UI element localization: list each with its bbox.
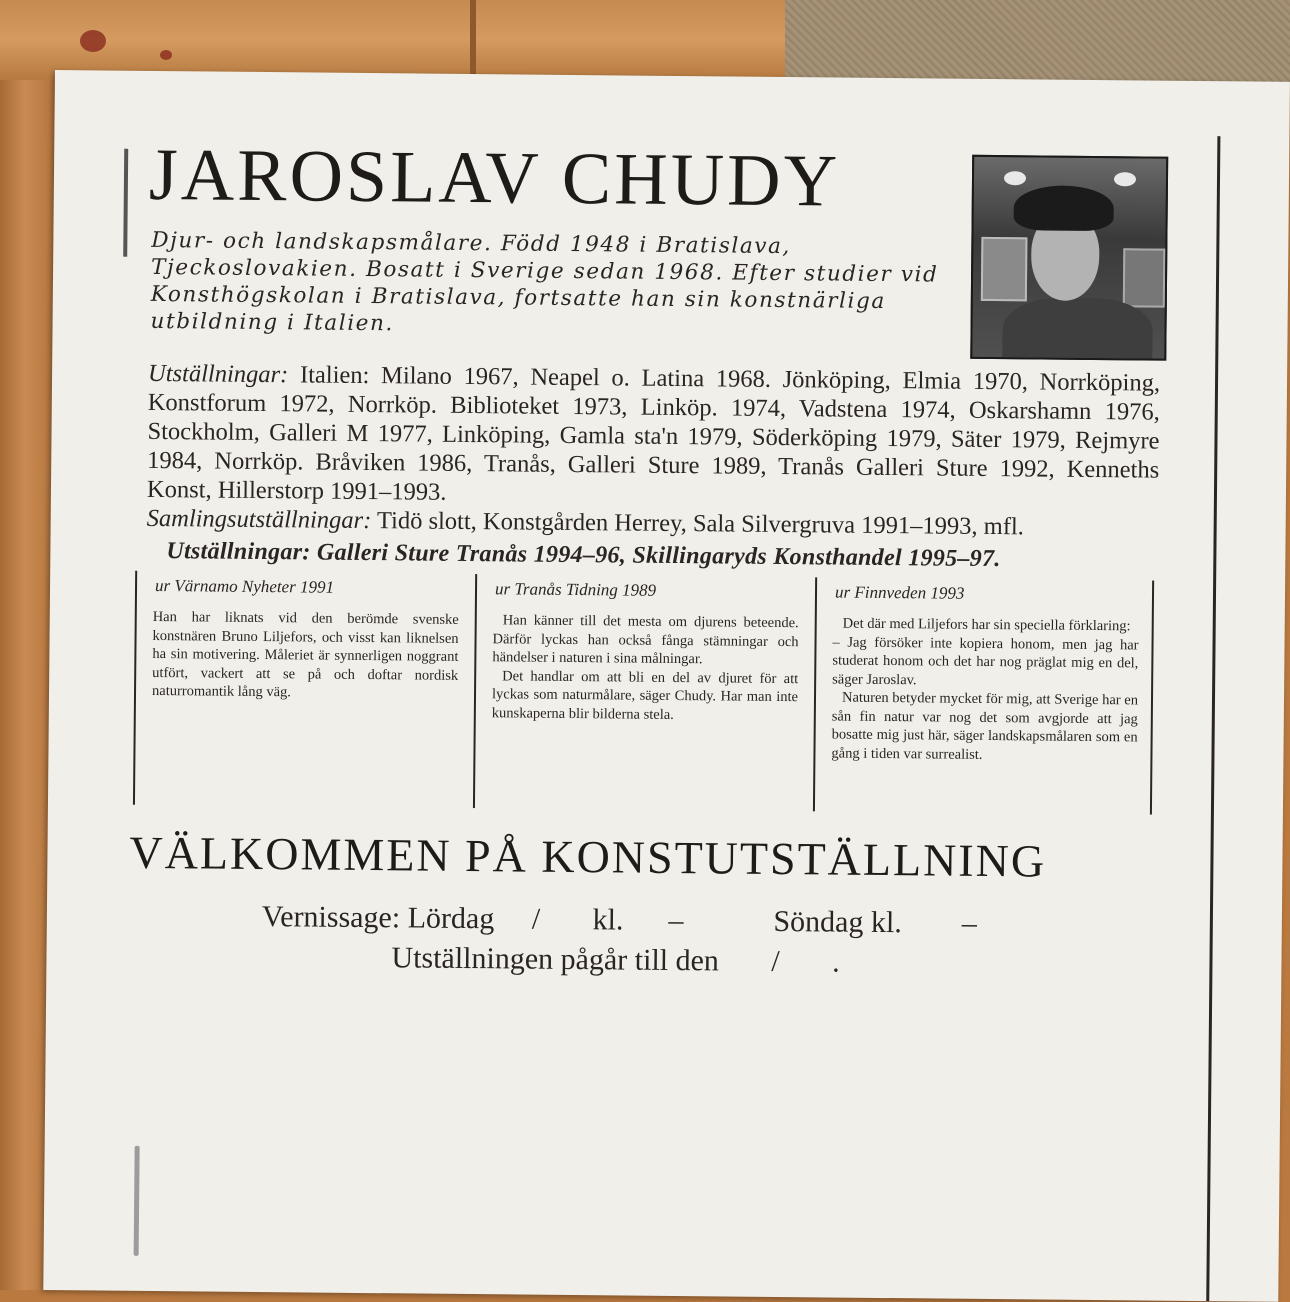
quote-paragraph: Naturen betyder mycket för mig, att Sverige har en sån fin natur var nog det som avgjorde att jag bosatte mig just här, säger landskapsmålaren som en gång i tiden var surrealist. [831,689,1139,763]
collective-exhibitions-text: Tidö slott, Konstgården Herrey, Sala Silvergruva 1991–1993, mfl. [376,507,1025,541]
quote-column-3 [813,577,1154,814]
artist-name-title: JAROSLAV CHUDY [148,133,841,223]
welcome-heading: VÄLKOMMEN PÅ KONSTUTSTÄLLNING [129,826,1047,887]
collective-exhibitions-label: Samlingsutställningar: [146,504,372,535]
exhibitions-list [147,359,1161,543]
quote-source: ur Finnveden 1993 [834,582,965,603]
quote-paragraph: Det där med Liljefors har sin speciella förklaring: [842,615,1131,635]
exhibitions-text: Italien: Milano 1967, Neapel o. Latina 1968. Jönköping, Elmia 1970, Norrköping, Konstforum 1972, Norrköp. Biblioteket 1973, Linköp. 1974, Vadstena 1974, Oskarshamn 1976, Stockholm, Galleri M 1977, Linköping, Gamla sta'n 1979, Söderköping 1979, Säter 1979, Rejmyre 1984, Norrköp. Bråviken 1986, Tranås, Galleri Sture 1989, Tranås Galleri Sture 1992, Kenneths Konst, Hillerstorp 1991–1993. [146,361,1161,506]
quote-column-1 [133,571,475,808]
title-accent-bar [123,149,128,257]
exhibition-poster [43,70,1290,1302]
quote-paragraph: Det handlar om att bli en del av djuret för att lyckas som naturmålare, säger Chudy. Har man inte kunskaperna blir bilderna stela. [491,667,799,723]
artist-portrait-photo [970,155,1168,361]
quote-paragraph: Han känner till det mesta om djurens beteende. Därför lyckas han också fånga stämningar och händelser i naturen i sina målningar. [492,612,799,668]
wooden-frame-top [0,0,785,80]
quote-source: ur Värnamo Nyheter 1991 [154,575,335,597]
staple [134,1146,140,1256]
artist-intro: Djur- och landskapsmålare. Född 1948 i Bratislava, Tjeckoslovakien. Bosatt i Sverige sedan 1968. Efter studier vid Konsthögskolan i Bratislava, fortsatte han sin konstnärliga utbildning i Italien. [150,227,939,337]
quote-paragraph: Han har liknats vid den berömde svenske konstnären Bruno Liljefors, och visst kan liknelsen ha sin motivering. Måleriet är synnerligen noggrant utfört, vackert att se på och doftar nordisk naturromantik lång väg. [151,608,459,701]
quote-column-2 [473,574,815,811]
quote-paragraph: – Jag försöker inte kopiera honom, men jag har studerat honom och det har nog präglat mig en del, säger Jaroslav. [832,633,1139,688]
exhibition-duration-line: Utställningen pågår till den / . [391,941,840,979]
wood-seam [470,0,476,80]
recent-exhibitions: Utställningar: Galleri Sture Tranås 1994–96, Skillingaryds Konsthandel 1995–97. [166,538,1001,573]
canvas-texture [785,0,1290,85]
paint-stain [160,50,172,60]
exhibitions-label: Utställningar: [147,359,289,389]
paint-stain [80,30,106,52]
vernissage-line: Vernissage: Lördag / kl. – Söndag kl. – [261,900,977,940]
poster-border-line [1206,136,1220,1301]
quote-source: ur Tranås Tidning 1989 [494,579,657,600]
